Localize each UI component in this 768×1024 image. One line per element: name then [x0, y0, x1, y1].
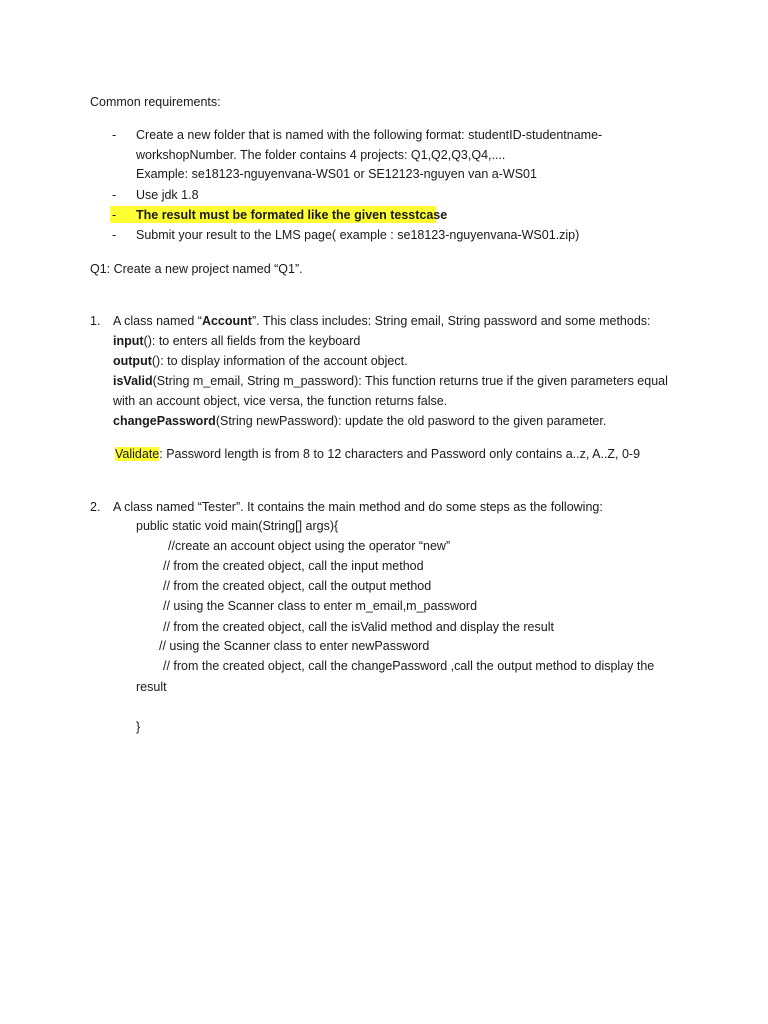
requirement-item-1-line-3: Example: se18123-nguyenvana-WS01 or SE12123-nguyen van a-WS01: [136, 167, 537, 181]
code-line: // using the Scanner class to enter newPassword: [159, 639, 430, 653]
requirement-item-3-highlighted: The result must be formated like the given tesstcase: [136, 208, 448, 222]
validate-rule: [115, 446, 640, 462]
method-desc-isvalid: (String m_email, String m_password): This function returns true if the given parameters equal: [152, 374, 668, 388]
section-2-intro: A class named “Tester”. It contains the main method and do some steps as the following:: [113, 500, 603, 514]
bullet-dash: -: [112, 208, 117, 222]
bullet-dash: -: [112, 228, 117, 242]
code-line: // from the created object, call the input method: [163, 559, 424, 573]
validate-label: Validate: [115, 447, 160, 461]
section-2-number: 2.: [90, 500, 101, 514]
requirement-item-2: Use jdk 1.8: [136, 188, 199, 202]
common-requirements-heading: Common requirements:: [90, 95, 221, 109]
code-line: public static void main(String[] args){: [136, 519, 339, 533]
method-input: [113, 333, 360, 349]
class-name-account: Account: [201, 314, 252, 328]
requirement-item-1-line-2: workshopNumber. The folder contains 4 projects: Q1,Q2,Q3,Q4,....: [136, 148, 506, 162]
code-line: //create an account object using the operator “new”: [168, 539, 451, 553]
method-changepassword: [113, 413, 606, 429]
intro-suffix: ”. This class includes: String email, String password and some methods:: [251, 314, 651, 328]
requirement-item-1-line-1: Create a new folder that is named with the following format: studentID-studentname-: [136, 128, 603, 142]
method-desc-changepassword: (String newPassword): update the old pasword to the given parameter.: [215, 414, 607, 428]
q1-title: Q1: Create a new project named “Q1”.: [90, 262, 303, 276]
bullet-dash: -: [112, 128, 117, 142]
method-isvalid-desc-continued: with an account object, vice versa, the function returns false.: [113, 394, 448, 408]
requirement-item-4: Submit your result to the LMS page( example : se18123-nguyenvana-WS01.zip): [136, 228, 580, 242]
code-closing-brace: }: [136, 720, 141, 734]
bullet-dash: -: [112, 188, 117, 202]
section-1-intro: [113, 313, 651, 329]
method-desc-output: (): to display information of the account object.: [151, 354, 408, 368]
intro-prefix: A class named “: [113, 314, 202, 328]
method-name-input: input: [113, 334, 144, 348]
method-desc-input: (): to enters all fields from the keyboard: [143, 334, 361, 348]
code-line: // using the Scanner class to enter m_email,m_password: [163, 599, 478, 613]
section-1-number: 1.: [90, 314, 101, 328]
code-line: // from the created object, call the isValid method and display the result: [163, 620, 554, 634]
code-line: result: [136, 680, 167, 694]
validate-text: : Password length is from 8 to 12 characters and Password only contains a..z, A..Z, 0-9: [159, 447, 641, 461]
method-output: [113, 353, 408, 369]
code-line: // from the created object, call the output method: [163, 579, 432, 593]
method-name-output: output: [113, 354, 152, 368]
method-name-isvalid: isValid: [113, 374, 153, 388]
method-name-changepassword: changePassword: [113, 414, 216, 428]
code-line: // from the created object, call the changePassword ,call the output method to display the: [163, 659, 655, 673]
method-isvalid: [113, 373, 668, 389]
